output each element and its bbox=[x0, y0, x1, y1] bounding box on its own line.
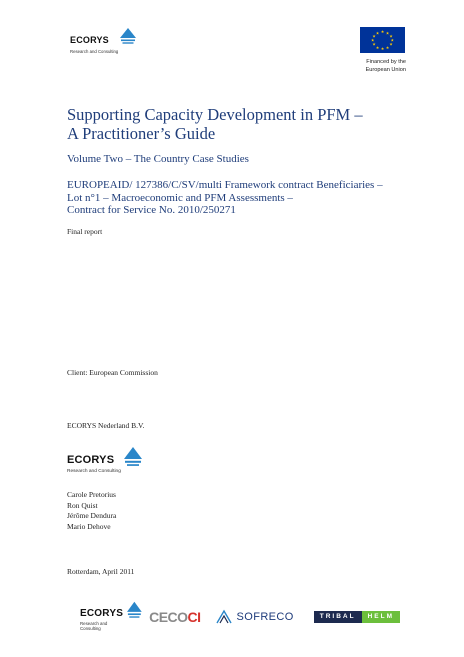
title-line1: Supporting Capacity Development in PFM – bbox=[67, 105, 363, 124]
svg-text:★: ★ bbox=[372, 41, 376, 47]
tribal-text: TRIBAL bbox=[314, 611, 362, 623]
eu-flag-icon bbox=[360, 27, 405, 53]
svg-text:★: ★ bbox=[380, 46, 385, 52]
author: Jérôme Dendura bbox=[67, 511, 117, 520]
ecorys-logo-mid-tagline: Research and Consulting bbox=[67, 469, 121, 474]
partner-ecorys-tagline: Research and Consulting bbox=[80, 621, 108, 631]
ecorys-triangle-icon bbox=[127, 601, 142, 621]
contract-line3: Contract for Service No. 2010/250271 bbox=[67, 204, 236, 216]
sofreco-mark-icon bbox=[215, 608, 233, 626]
sofreco-text: SOFRECO bbox=[236, 611, 294, 623]
report-type: Final report bbox=[67, 227, 103, 236]
partner-ecorys-word: ECORYS bbox=[80, 608, 124, 619]
ecorys-logo-mid bbox=[67, 450, 142, 474]
place-date: Rotterdam, April 2011 bbox=[67, 567, 135, 576]
svg-text:★: ★ bbox=[389, 33, 393, 39]
contract-line1: EUROPEAID/ 127386/C/SV/multi Framework contract Beneficiaries – bbox=[67, 179, 383, 191]
partner-ceci-logo bbox=[149, 609, 200, 625]
author: Ron Quist bbox=[67, 500, 98, 510]
eu-flag bbox=[360, 27, 405, 53]
ecorys-triangle-icon bbox=[124, 447, 142, 469]
svg-text:★: ★ bbox=[375, 44, 380, 50]
authors-list bbox=[67, 490, 116, 532]
eu-caption bbox=[340, 58, 406, 74]
partner-ecorys-logo bbox=[80, 603, 142, 631]
title-line2: A Practitioner’s Guide bbox=[67, 124, 216, 143]
svg-text:★: ★ bbox=[390, 37, 395, 43]
partner-logos bbox=[80, 603, 400, 631]
client: Client: European Commission bbox=[67, 368, 158, 377]
svg-text:★: ★ bbox=[375, 30, 380, 36]
partner-sofreco-logo bbox=[215, 608, 294, 626]
ecorys-logo-tagline: Research and Consulting bbox=[70, 49, 119, 54]
svg-text:★: ★ bbox=[370, 37, 375, 43]
svg-text:★: ★ bbox=[380, 29, 385, 34]
ecorys-logo-mid-word: ECORYS bbox=[67, 454, 115, 466]
ceci-text-1: CECO bbox=[149, 609, 188, 625]
eu-caption-line1: Financed by the bbox=[366, 59, 406, 65]
svg-text:★: ★ bbox=[389, 41, 393, 47]
svg-text:★: ★ bbox=[385, 30, 390, 36]
partner-tribal-helm-logo bbox=[314, 611, 400, 623]
ecorys-logo-word: ECORYS bbox=[70, 35, 109, 45]
volume-subtitle: Volume Two – The Country Case Studies bbox=[67, 153, 249, 165]
helm-text: HELM bbox=[362, 611, 400, 623]
eu-caption-line2: European Union bbox=[365, 67, 406, 73]
ceci-text-2: CI bbox=[187, 609, 201, 625]
company-name: ECORYS Nederland B.V. bbox=[67, 421, 145, 430]
svg-text:★: ★ bbox=[372, 33, 376, 39]
contract-line2: Lot n°1 – Macroeconomic and PFM Assessments – bbox=[67, 191, 293, 204]
ecorys-logo bbox=[70, 30, 136, 54]
svg-text:★: ★ bbox=[385, 44, 390, 50]
page-title bbox=[67, 105, 427, 143]
author: Mario Dehove bbox=[67, 521, 111, 531]
author: Carole Pretorius bbox=[67, 490, 116, 499]
contract-block bbox=[67, 179, 447, 217]
ecorys-triangle-icon bbox=[120, 28, 136, 46]
